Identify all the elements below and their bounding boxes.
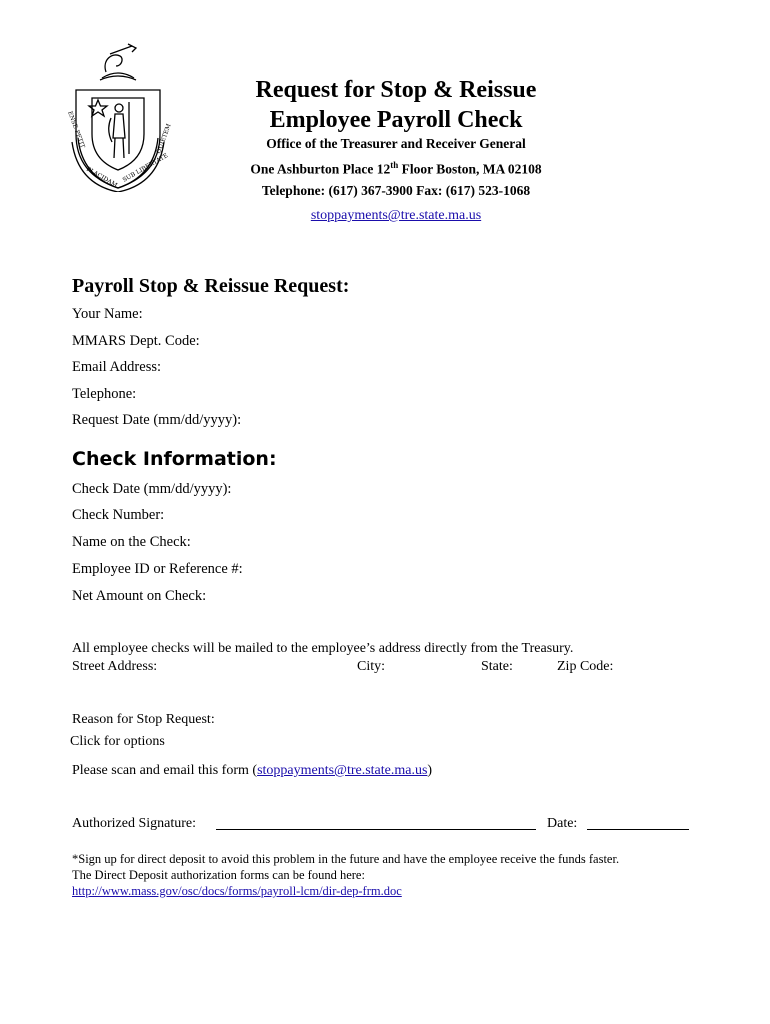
date-label: Date: — [547, 816, 578, 831]
name-on-check-field[interactable]: Name on the Check: — [72, 534, 191, 550]
reason-label: Reason for Stop Request: — [72, 712, 215, 727]
zip-code-field[interactable]: Zip Code: — [557, 659, 614, 674]
office-name: Office of the Treasurer and Receiver General — [266, 136, 526, 151]
payroll-section-heading: Payroll Stop & Reissue Request: — [72, 275, 350, 297]
request-date-field[interactable]: Request Date (mm/dd/yyyy): — [72, 412, 242, 428]
svg-text:ENSE PETIT: ENSE PETIT — [66, 110, 86, 150]
city-field[interactable]: City: — [357, 659, 386, 674]
your-name-field[interactable]: Your Name: — [72, 306, 143, 322]
dept-code-field[interactable]: MMARS Dept. Code: — [72, 333, 200, 349]
direct-deposit-link[interactable]: http://www.mass.gov/osc/docs/forms/payroll-lcm/dir-dep-frm.doc — [72, 884, 402, 898]
street-address-field[interactable]: Street Address: — [72, 659, 158, 674]
footer-note-line1: *Sign up for direct deposit to avoid this problem in the future and have the employee receive the funds faster. — [72, 852, 620, 866]
office-address: One Ashburton Place 12th Floor Boston, MA 02108 — [250, 160, 542, 177]
check-section-heading: Check Information: — [72, 448, 277, 470]
employee-id-field[interactable]: Employee ID or Reference #: — [72, 561, 243, 577]
check-number-field[interactable]: Check Number: — [72, 507, 165, 523]
scan-note-email-link[interactable]: stoppayments@tre.state.ma.us — [257, 763, 428, 778]
office-phone-fax: Telephone: (617) 367-3900 Fax: (617) 523-1068 — [261, 183, 531, 198]
net-amount-field[interactable]: Net Amount on Check: — [72, 588, 207, 604]
signature-label: Authorized Signature: — [72, 816, 197, 831]
form-title-line1: Request for Stop & Reissue — [255, 77, 537, 103]
reason-dropdown[interactable]: Click for options — [70, 734, 165, 749]
email-address-field[interactable]: Email Address: — [72, 359, 162, 375]
footer-note-line2: The Direct Deposit authorization forms can be found here: — [72, 868, 365, 882]
svg-text:QUIETEM: QUIETEM — [155, 122, 173, 155]
form-title-line2: Employee Payroll Check — [269, 107, 523, 133]
date-line[interactable] — [587, 829, 689, 830]
scan-note: Please scan and email this form (stoppayments@tre.state.ma.us) — [72, 763, 433, 778]
header-email-link[interactable]: stoppayments@tre.state.ma.us — [310, 208, 482, 223]
svg-text:PLACIDAM: PLACIDAM — [85, 165, 119, 190]
header-email-link-wrap — [0, 208, 770, 224]
check-date-field[interactable]: Check Date (mm/dd/yyyy): — [72, 481, 232, 497]
svg-text:SUB LIBERTATE: SUB LIBERTATE — [121, 152, 170, 184]
state-field[interactable]: State: — [481, 659, 513, 674]
signature-line[interactable] — [216, 829, 536, 830]
mailing-note: All employee checks will be mailed to the employee’s address directly from the Treasury. — [72, 641, 574, 656]
telephone-field[interactable]: Telephone: — [72, 386, 137, 402]
